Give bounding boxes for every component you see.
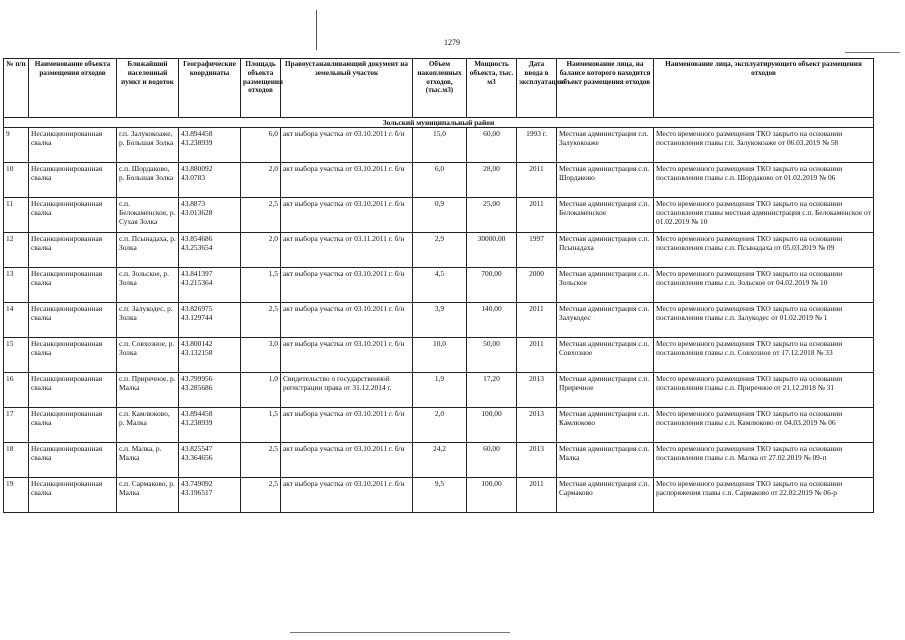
col-volume-header: Объем накопленных отходов, (тыс.м3)	[413, 59, 467, 118]
row-number-cell: 15	[4, 338, 29, 373]
table-row	[4, 233, 874, 268]
site-name-cell: Несанкционированная свалка	[29, 128, 117, 163]
waste-volume-cell: 24,2	[413, 443, 467, 478]
header-row	[4, 59, 874, 118]
land-document-cell: акт выбора участка от 03.10.2011 г. б/н	[281, 163, 413, 198]
row-number-cell: 10	[4, 163, 29, 198]
col-capacity-header: Мощность объекта, тыс. м3	[467, 59, 517, 118]
site-capacity-cell: 140,00	[467, 303, 517, 338]
table-row	[4, 338, 874, 373]
site-name-cell: Несанкционированная свалка	[29, 163, 117, 198]
site-area-cell: 6,0	[241, 128, 281, 163]
site-area-cell: 3,0	[241, 338, 281, 373]
owner-name-cell: Местная администрация с.п. Совхозное	[557, 338, 654, 373]
owner-name-cell: Местная администрация с.п. Сармаково	[557, 478, 654, 513]
site-capacity-cell: 25,00	[467, 198, 517, 233]
coordinates-cell: 43.800142 43.132158	[179, 338, 241, 373]
nearest-place-cell: с.п. Камлюково, р. Малка	[117, 408, 179, 443]
site-capacity-cell: 17,20	[467, 373, 517, 408]
site-name-cell: Несанкционированная свалка	[29, 443, 117, 478]
site-area-cell: 2,0	[241, 233, 281, 268]
operator-name-cell: Место временного размещения ТКО закрыто на основании постановления главы местная администрация с.п. Белокаменское от 01.02.2019 № 10	[654, 198, 874, 233]
section-title: Зольский муниципальный район	[4, 118, 874, 128]
col-owner-header: Наименование лица, на балансе которого находится объект размещения отходов	[557, 59, 654, 118]
owner-name-cell: Местная администрация с.п. Зольское	[557, 268, 654, 303]
col-place-header: Ближайший населенный пункт и водоток	[117, 59, 179, 118]
table-row	[4, 268, 874, 303]
land-document-cell: акт выбора участка от 03.10.2011 г. б/н	[281, 443, 413, 478]
commission-date-cell: 2013	[517, 443, 557, 478]
site-area-cell: 1,5	[241, 408, 281, 443]
operator-name-cell: Место временного размещения ТКО закрыто на основании постановления главы с.п. Псынадаха от 05.03.2019 № 09	[654, 233, 874, 268]
table-row	[4, 198, 874, 233]
site-area-cell: 1,5	[241, 268, 281, 303]
commission-date-cell: 2000	[517, 268, 557, 303]
operator-name-cell: Место временного размещения ТКО закрыто на основании постановления главы с.п. Малка от 27.02.2019 № 09-п	[654, 443, 874, 478]
row-number-cell: 13	[4, 268, 29, 303]
table-row	[4, 478, 874, 513]
site-area-cell: 2,0	[241, 163, 281, 198]
owner-name-cell: Местная администрация с.п. Залукодес	[557, 303, 654, 338]
land-document-cell: Свидетельство о государственной регистрации права от 31.12.2014 г.	[281, 373, 413, 408]
row-number-cell: 14	[4, 303, 29, 338]
commission-date-cell: 2011	[517, 163, 557, 198]
site-capacity-cell: 28,00	[467, 163, 517, 198]
col-area-header: Площадь объекта размещения отходов	[241, 59, 281, 118]
operator-name-cell: Место временного размещения ТКО закрыто на основании постановления главы с.п. Совхозное от 17.12.2018 № 33	[654, 338, 874, 373]
site-capacity-cell: 50,00	[467, 338, 517, 373]
operator-name-cell: Место временного размещения ТКО закрыто на основании постановления главы с.п. Зольское от 04.02.2019 № 10	[654, 268, 874, 303]
section-row	[4, 118, 874, 128]
site-area-cell: 2,5	[241, 198, 281, 233]
site-area-cell: 2,5	[241, 443, 281, 478]
owner-name-cell: Местная администрация с.п. Приречное	[557, 373, 654, 408]
site-name-cell: Несанкционированная свалка	[29, 408, 117, 443]
land-document-cell: акт выбора участка от 03.10.2011 г. б/н	[281, 303, 413, 338]
scan-artifact-line	[290, 632, 510, 633]
coordinates-cell: 43.799956 43.285686	[179, 373, 241, 408]
commission-date-cell: 2013	[517, 408, 557, 443]
nearest-place-cell: с.п. Приречное, р. Малка	[117, 373, 179, 408]
page-number: 1279	[444, 38, 460, 47]
coordinates-cell: 43.8873 43.013628	[179, 198, 241, 233]
operator-name-cell: Место временного размещения ТКО закрыто на основании постановления главы с.п. Залукодес от 01.02.2019 № 1	[654, 303, 874, 338]
waste-volume-cell: 3,9	[413, 303, 467, 338]
site-capacity-cell: 100,00	[467, 478, 517, 513]
commission-date-cell: 2011	[517, 198, 557, 233]
site-area-cell: 1,0	[241, 373, 281, 408]
nearest-place-cell: с.п. Псынадаха, р. Золка	[117, 233, 179, 268]
owner-name-cell: Местная администрация г.п. Залукокоаже	[557, 128, 654, 163]
nearest-place-cell: с.п. Шордаково, р. Большая Золка	[117, 163, 179, 198]
site-name-cell: Несанкционированная свалка	[29, 373, 117, 408]
owner-name-cell: Местная администрация с.п. Шордаково	[557, 163, 654, 198]
scan-artifact-line	[316, 10, 317, 50]
waste-volume-cell: 4,5	[413, 268, 467, 303]
table-row	[4, 163, 874, 198]
site-name-cell: Несанкционированная свалка	[29, 233, 117, 268]
nearest-place-cell: с.п. Малка, р. Малка	[117, 443, 179, 478]
waste-volume-cell: 1,9	[413, 373, 467, 408]
table-row	[4, 303, 874, 338]
nearest-place-cell: с.п. Зольское, р. Золка	[117, 268, 179, 303]
nearest-place-cell: с.п. Залукодес, р. Золка	[117, 303, 179, 338]
table-row	[4, 443, 874, 478]
land-document-cell: акт выбора участка от 03.10.2011 г. б/н	[281, 338, 413, 373]
col-coords-header: Географические координаты	[179, 59, 241, 118]
row-number-cell: 16	[4, 373, 29, 408]
waste-volume-cell: 15,0	[413, 128, 467, 163]
operator-name-cell: Место временного размещения ТКО закрыто на основании постановления главы с.п. Приречное от 21.12.2018 № 31	[654, 373, 874, 408]
commission-date-cell: 2011	[517, 303, 557, 338]
waste-volume-cell: 9,5	[413, 478, 467, 513]
row-number-cell: 18	[4, 443, 29, 478]
site-area-cell: 2,5	[241, 478, 281, 513]
owner-name-cell: Местная администрация с.п. Псынадаха	[557, 233, 654, 268]
owner-name-cell: Местная администрация с.п. Малка	[557, 443, 654, 478]
col-number-header: № п/п	[4, 59, 29, 118]
operator-name-cell: Место временного размещения ТКО закрыто на основании постановления главы с.п. Шордаково от 01.02.2019 № 06	[654, 163, 874, 198]
table-row	[4, 408, 874, 443]
row-number-cell: 12	[4, 233, 29, 268]
nearest-place-cell: с.п. Совхозное, р. Золка	[117, 338, 179, 373]
row-number-cell: 11	[4, 198, 29, 233]
site-capacity-cell: 700,00	[467, 268, 517, 303]
table-row	[4, 128, 874, 163]
col-operator-header: Наименование лица, эксплуатирующего объект размещения отходов	[654, 59, 874, 118]
col-date-header: Дата ввода в эксплуатацию	[517, 59, 557, 118]
site-capacity-cell: 30000,00	[467, 233, 517, 268]
waste-volume-cell: 6,0	[413, 163, 467, 198]
land-document-cell: акт выбора участка от 03.10.2011 г. б/н	[281, 128, 413, 163]
nearest-place-cell: с.п. Белокаменское, р. Сухая Золка	[117, 198, 179, 233]
operator-name-cell: Место временного размещения ТКО закрыто на основании постановления главы с.п. Камлюково от 04.03.2019 № 06	[654, 408, 874, 443]
col-doc-header: Правоустанавливающий документ на земельный участок	[281, 59, 413, 118]
site-capacity-cell: 60,00	[467, 443, 517, 478]
waste-volume-cell: 0,9	[413, 198, 467, 233]
operator-name-cell: Место временного размещения ТКО закрыто на основании распоряжения главы с.п. Сармаково от 22.02.2019 № 06-р	[654, 478, 874, 513]
land-document-cell: акт выбора участка от 03.10.2011 г. б/н	[281, 408, 413, 443]
commission-date-cell: 2013	[517, 373, 557, 408]
owner-name-cell: Местная администрация с.п. Камлюково	[557, 408, 654, 443]
site-capacity-cell: 100,00	[467, 408, 517, 443]
coordinates-cell: 43.854686 43.253654	[179, 233, 241, 268]
coordinates-cell: 43.894458 43.238939	[179, 408, 241, 443]
waste-sites-table	[3, 58, 874, 513]
site-capacity-cell: 60,00	[467, 128, 517, 163]
site-name-cell: Несанкционированная свалка	[29, 268, 117, 303]
site-name-cell: Несанкционированная свалка	[29, 478, 117, 513]
row-number-cell: 9	[4, 128, 29, 163]
site-name-cell: Несанкционированная свалка	[29, 198, 117, 233]
owner-name-cell: Местная администрация с.п. Белокаменское	[557, 198, 654, 233]
coordinates-cell: 43.841397 43.215364	[179, 268, 241, 303]
coordinates-cell: 43.880092 43.0783	[179, 163, 241, 198]
coordinates-cell: 43.749092 43.196517	[179, 478, 241, 513]
table-row	[4, 373, 874, 408]
waste-volume-cell: 2,9	[413, 233, 467, 268]
commission-date-cell: 1997	[517, 233, 557, 268]
land-document-cell: акт выбора участка от 03.10.2011 г. б/н	[281, 198, 413, 233]
nearest-place-cell: г.п. Залукокоаже, р. Большая Золка	[117, 128, 179, 163]
row-number-cell: 19	[4, 478, 29, 513]
commission-date-cell: 1993 г.	[517, 128, 557, 163]
coordinates-cell: 43.826975 43.129744	[179, 303, 241, 338]
commission-date-cell: 2011	[517, 478, 557, 513]
land-document-cell: акт выбора участка от 03.10.2011 г. б/н	[281, 478, 413, 513]
nearest-place-cell: с.п. Сармаково, р. Малка	[117, 478, 179, 513]
site-area-cell: 2,5	[241, 303, 281, 338]
scan-artifact-line	[845, 52, 900, 53]
coordinates-cell: 43.894458 43.238939	[179, 128, 241, 163]
waste-volume-cell: 2,0	[413, 408, 467, 443]
land-document-cell: акт выбора участка от 03.11.2011 г. б/н	[281, 233, 413, 268]
col-name-header: Наименование объекта размещения отходов	[29, 59, 117, 118]
row-number-cell: 17	[4, 408, 29, 443]
site-name-cell: Несанкционированная свалка	[29, 338, 117, 373]
coordinates-cell: 43.825547 43.364656	[179, 443, 241, 478]
land-document-cell: акт выбора участка от 03.10.2011 г. б/н	[281, 268, 413, 303]
waste-volume-cell: 10,0	[413, 338, 467, 373]
site-name-cell: Несанкционированная свалка	[29, 303, 117, 338]
commission-date-cell: 2011	[517, 338, 557, 373]
operator-name-cell: Место временного размещения ТКО закрыто на основании постановления главы г.п. Залукокоаже от 06.03.2019 № 58	[654, 128, 874, 163]
